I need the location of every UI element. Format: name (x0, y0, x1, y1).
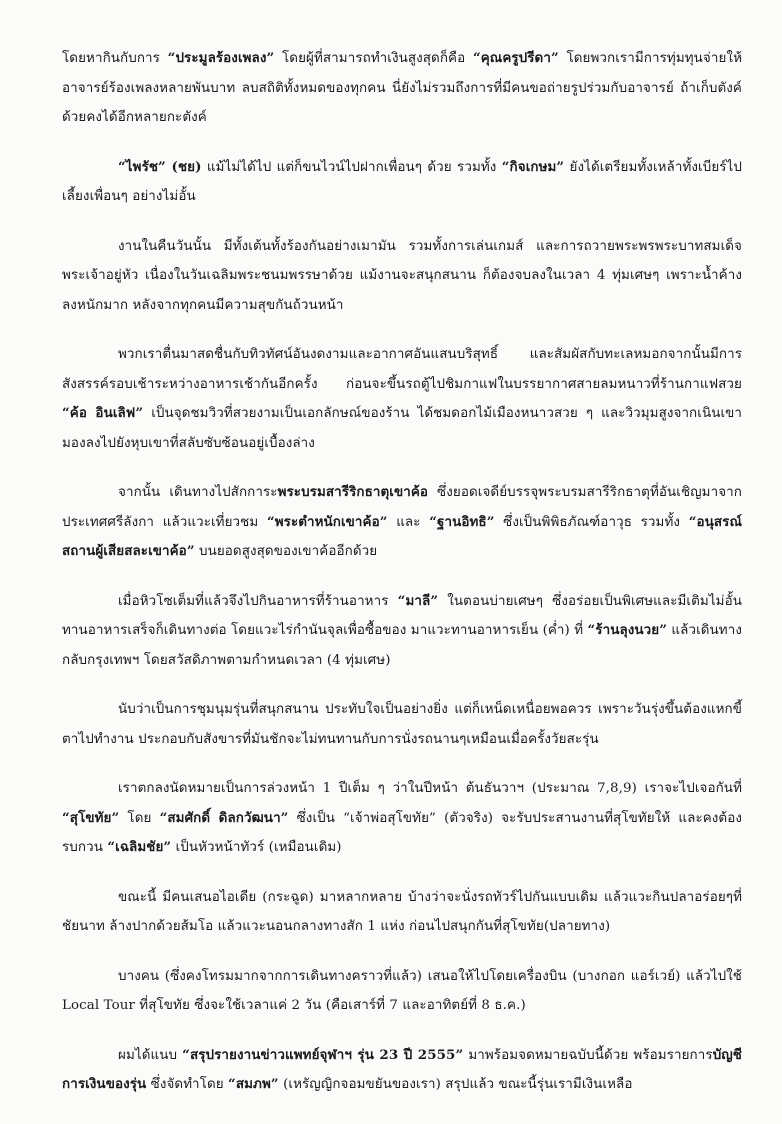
text-run: เป็นจุดชมวิวที่สวยงามเป็นเอกลักษณ์ของร้าน ได้ชมดอกไม้เมืองหนาวสวย ๆ และวิวมุมสูงจากเนินเขา มองลงไปยังหุบเขาที่สลับซับซ้อนอยู่เบื้องล่าง (62, 406, 742, 451)
text-run: แล้วเดินทางกลับกรุงเทพฯ โดยสวัสดิภาพตามกำหนดเวลา (4 ทุ่มเศษ) (62, 623, 742, 668)
text-run: ยังได้เตรียมทั้งเหล้าทั้งเบียร์ไปเลี้ยงเพื่อนๆ อย่างไม่อั้น (62, 159, 742, 204)
bold-text: “เฉลิมชัย” (107, 839, 172, 855)
paragraph (62, 695, 742, 754)
text-run: ผมได้แนบ (118, 1047, 183, 1063)
paragraph (62, 962, 742, 1021)
text-run: โดย (119, 810, 160, 826)
paragraph (62, 587, 742, 676)
paragraph (62, 232, 742, 321)
text-run: บางคน (ซึ่งคงโทรมมากจากการเดินทางคราวที่แล้ว) เสนอให้ไปโดยเครื่องบิน (บางกอก แอร์เวย์) แล้วไปใช้ Local Tour ที่สุโขทัย ซึ่งจะใช้เวลาแค่ 2 วัน (คือเสาร์ที่ 7 และอาทิตย์ที่ 8 ธ.ค.) (62, 968, 742, 1013)
bold-text: “สมภพ” (228, 1076, 279, 1092)
text-run: งานในคืนวันนั้น มีทั้งเต้นทั้งร้องกันอย่างเมามัน รวมทั้งการเล่นเกมส์ และการถวายพระพรพระบาทสมเด็จพระเจ้าอยู่หัว เนื่องในวันเฉลิมพระชนมพรรษาด้วย แม้งานจะสนุกสนาน ก็ต้องจบลงในเวลา 4 ทุ่มเศษๆ เพราะน้ำค้างลงหนักมาก หลังจากทุกคนมีความสุขกันถ้วนหน้า (62, 238, 742, 313)
text-run: โดยหากินกับการ (62, 51, 168, 66)
text-run: ซึ่งเป็น “เจ้าพ่อสุโขทัย” (ตัวจริง) จะรับประสานงานที่สุโขทัยให้ และคงต้องรบกวน (62, 810, 743, 855)
text-run: เป็นหัวหน้าทัวร์ (เหมือนเดิม) (171, 840, 342, 855)
bold-text: “ไพรัช” (ชย) (118, 158, 202, 175)
bold-text: พระบรมสารีริกธาตุเขาค้อ (277, 484, 429, 500)
text-run: ในตอนบ่ายเศษๆ ซึ่งอร่อยเป็นพิเศษและมีเติมไม่อั้น ทานอาหารเสร็จก็เดินทางต่อ โดยแวะไร่กำนันจุลเพื่อซื้อของ มาแวะทานอาหารเย็น (ค่ำ) ที่ (62, 593, 742, 638)
text-run: เราตกลงนัดหมายเป็นการล่วงหน้า 1 ปีเต็ม ๆ ว่าในปีหน้า ต้นธันวาฯ (ประมาณ 7,8,9) เราจะไปเจอกันที่ (118, 781, 742, 796)
paragraph (62, 1041, 742, 1100)
bold-text: “พระตำหนักเขาค้อ” (266, 513, 388, 530)
paragraph (62, 883, 742, 942)
bold-text: “สุโขทัย” (62, 809, 120, 826)
bold-text: “สมศักดิ์ ดิลกวัฒนา” (159, 809, 289, 826)
bold-text: บัญชีการเงินของรุ่น (62, 1046, 742, 1092)
text-run: โดยพวกเรามีการทุ่มทุนจ่ายให้อาจารย์ร้องเพลงหลายพันบาท ลบสถิติทั้งหมดของทุกคน นี่ยังไม่รวมถึงการที่มีคนขอถ่ายรูปร่วมกับอาจารย์ ถ้าเก็บตังค์ด้วยคงได้อีกหลายกะตังค์ (62, 51, 742, 125)
paragraph (62, 153, 742, 212)
text-run: พวกเราตื่นมาสดชื่นกับทิวทัศน์อันงดงามและอากาศอันแสนบริสุทธิ์ และสัมผัสกับทะเลหมอกจากนั้นมีการสังสรรค์รอบเช้าระหว่างอาหารเช้ากันอีกครั้ง ก่อนจะขึ้นรถตู้ไปชิมกาแฟในบรรยากาศสายลมหนาวที่ร้านกาแฟสวย (62, 347, 742, 392)
paragraph (62, 478, 742, 567)
text-run: จากนั้น เดินทางไปสักการะ (118, 485, 278, 500)
bold-text: “ร้านลุงนวย” (587, 622, 668, 638)
bold-text: “อนุสรณ์สถานผู้เสียสละเขาค้อ” (62, 513, 742, 559)
text-run: นับว่าเป็นการชุมนุมรุ่นที่สนุกสนาน ประทับใจเป็นอย่างยิ่ง แต่ก็เหน็ดเหนื่อยพอควร เพราะวันรุ่งขึ้นต้องแหกขี้ตาไปทำงาน ประกอบกับสังขารที่มันชักจะไม่ทนทานกับการนั่งรถนานๆเหมือนเมื่อครั้งวัยสะรุ่น (62, 702, 742, 747)
text-run: เมื่อหิวโซเต็มที่แล้วจึงไปกินอาหารที่ร้านอาหาร (118, 593, 398, 609)
text-run: แม้ไม่ได้ไป แต่ก็ขนไวน์ไปฝากเพื่อนๆ ด้วย รวมทั้ง (201, 159, 502, 175)
text-run: โดยผู้ที่สามารถทำเงินสูงสุดก็คือ (274, 51, 473, 66)
bold-text: “ฐานอิทธิ” (429, 513, 495, 530)
bold-text: “คุณครูปรีดา” (472, 50, 559, 66)
text-run: ซึ่งยอดเจดีย์บรรจุพระบรมสารีริกธาตุที่อันเชิญมาจากประเทศศรีลังกา แล้วแวะเที่ยวชม (62, 485, 742, 530)
paragraph (62, 340, 742, 458)
bold-text: “มาลี” (397, 592, 439, 609)
bold-text: “กิจเกษม” (501, 158, 565, 175)
bold-text: “สรุปรายงานข่าวแพทย์จุฬาฯ รุ่น 23 ปี 2555” (182, 1046, 464, 1063)
text-run: ซึ่งจัดทำโดย (146, 1077, 229, 1092)
text-run: (เหรัญญิกจอมขยันของเรา) สรุปแล้ว ขณะนี้รุ่นเรามีเงินเหลือ (278, 1077, 633, 1092)
text-run: ซึ่งเป็นพิพิธภัณฑ์อาวุธ รวมทั้ง (494, 514, 689, 530)
bold-text: “ค้อ อินเลิฟ” (62, 405, 144, 421)
paragraph (62, 774, 742, 863)
text-run: ขณะนี้ มีคนเสนอไอเดีย (กระฉูด) มาหลากหลาย บ้างว่าจะนั่งรถทัวร์ไปกันแบบเดิม แล้วแวะกินปลาอร่อยๆที่ชัยนาท ล้างปากด้วยส้มโอ แล้วแวะนอนกลางทางสัก 1 แห่ง ก่อนไปสนุกกันที่สุโขทัย(ปลายทาง) (62, 889, 742, 934)
paragraph (62, 44, 742, 133)
text-run: บนยอดสูงสุดของเขาค้ออีกด้วย (194, 544, 378, 559)
text-run: และ (387, 514, 430, 530)
text-run: มาพร้อมจดหมายฉบับนี้ด้วย พร้อมรายการ (463, 1047, 713, 1063)
bold-text: “ประมูลร้องเพลง” (167, 50, 275, 66)
